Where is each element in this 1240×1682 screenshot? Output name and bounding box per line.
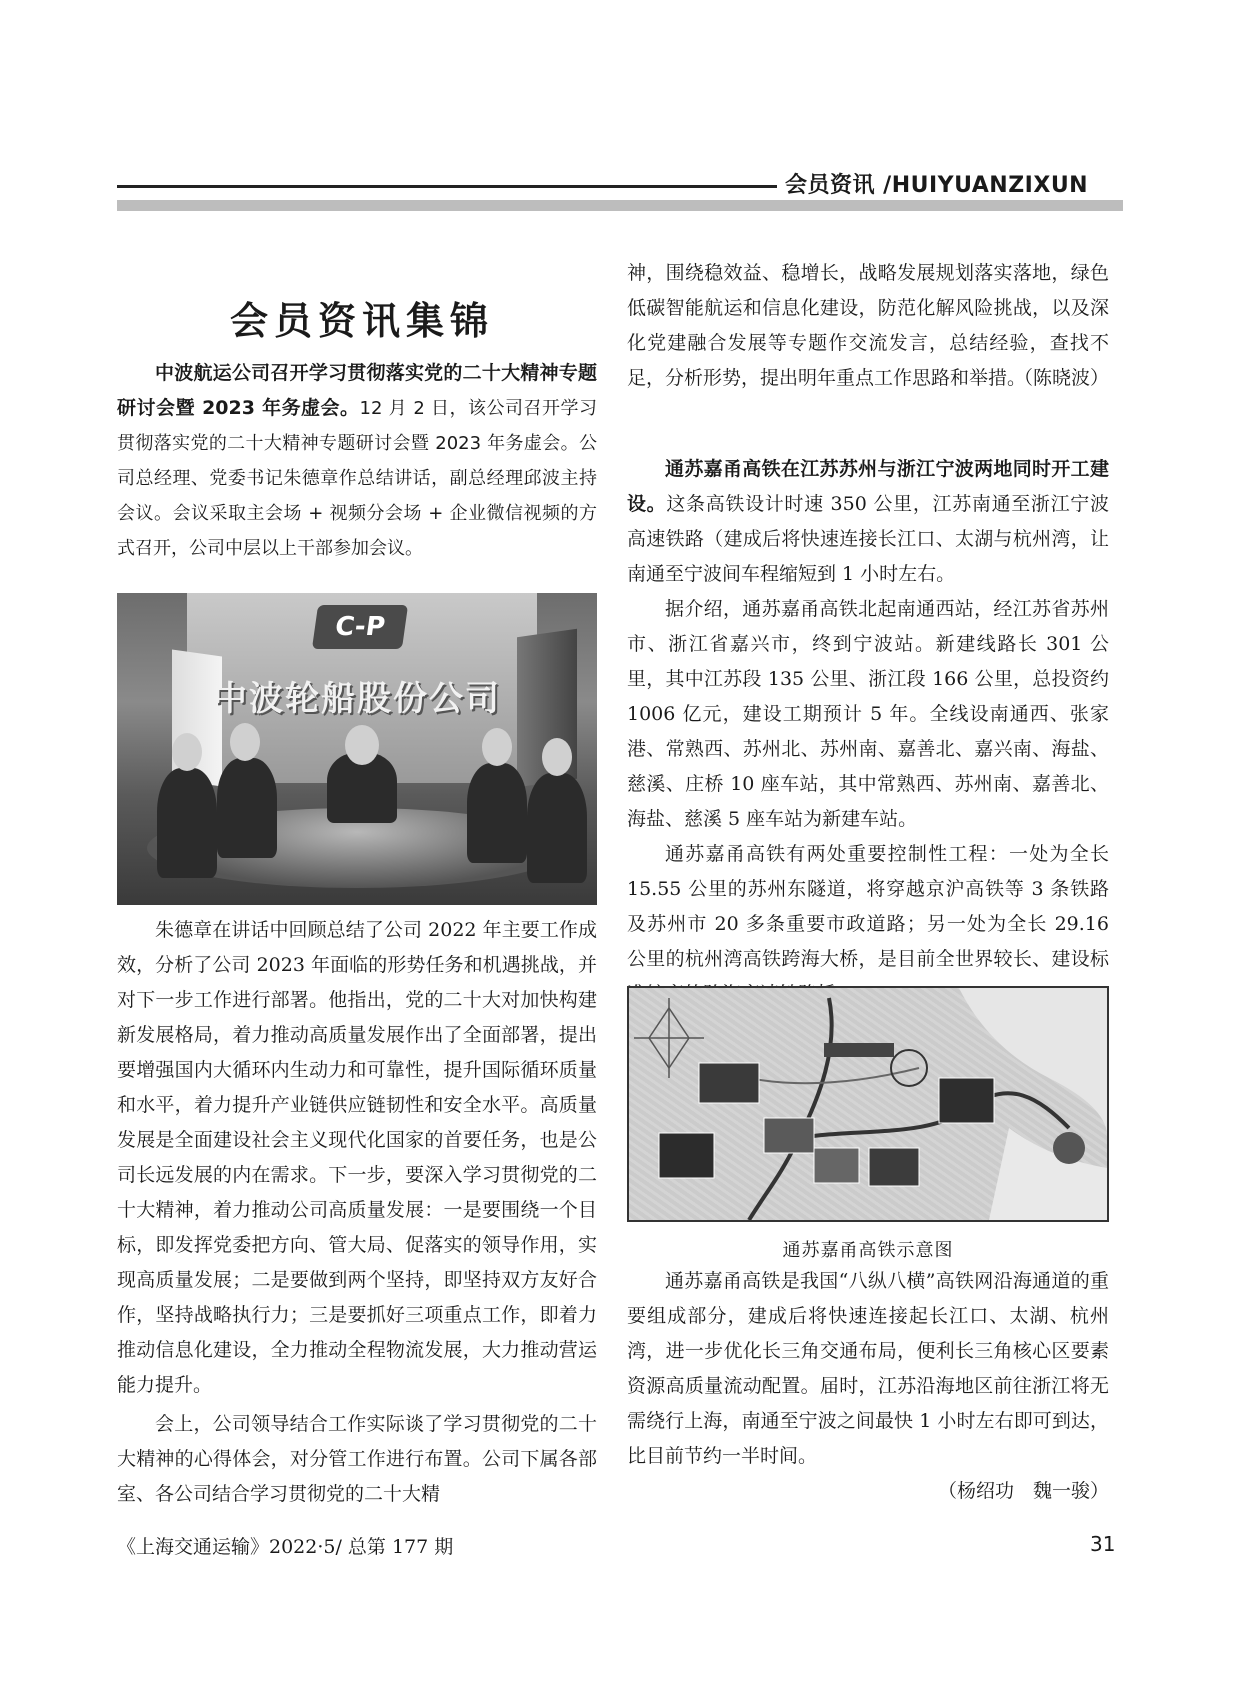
article2-lead: 这条高铁设计时速 350 公里，江苏南通至浙江宁波高速铁路（建成后将快速连接长江口、太湖与杭州湾，让南通至宁波间车程缩短到 1 小时左右。 — [627, 493, 1109, 585]
map-caption: 通苏嘉甬高铁示意图 — [782, 1240, 954, 1261]
article1-author: （陈晓波） — [1013, 367, 1109, 389]
railway-map — [627, 986, 1109, 1222]
header-rule — [117, 185, 777, 188]
article1-continuation — [627, 256, 1109, 396]
header-bar — [117, 200, 1123, 211]
article2-conclusion — [627, 1264, 1109, 1509]
company-sign: 中波轮船股份公司 — [213, 679, 501, 719]
article2-para2: 据介绍，通苏嘉甬高铁北起南通西站，经江苏省苏州市、浙江省嘉兴市，终到宁波站。新建线路长 301 公里，其中江苏段 135 公里、浙江段 166 公里，总投资约 1006 亿元，建设工期预计 5 年。全线设南通西、张家港、常熟西、苏州北、苏州南、嘉善北、嘉兴南、海盐、慈溪、庄桥 10 座车站，其中常熟西、苏州南、嘉善北、海盐、慈溪 5 座车站为新建车站。 — [627, 598, 1109, 830]
article2-headline: 通苏嘉甬高铁在江苏苏州与浙江宁波两地同时开工建设。 — [627, 458, 1109, 515]
article1-body — [117, 913, 597, 1512]
article1-para3-cont: 神，围绕稳效益、稳增长，战略发展规划落实落地，绿色低碳智能航运和信息化建设，防范化解风险挑战，以及深化党建融合发展等专题作交流发言，总结经验，查找不足，分析形势，提出明年重点工作思路和举措。 — [627, 262, 1109, 389]
article1-para3: 会上，公司领导结合工作实际谈了学习贯彻党的二十大精神的心得体会，对分管工作进行布置。公司下属各部室、各公司结合学习贯彻党的二十大精 — [117, 1413, 597, 1505]
article1-intro — [117, 356, 597, 566]
section-header: 会员资讯 /HUIYUANZIXUN — [785, 173, 1089, 198]
page-number: 31 — [1090, 1532, 1116, 1556]
article1-lead: 12 月 2 日，该公司召开学习贯彻落实党的二十大精神专题研讨会暨 2023 年务虚会。公司总经理、党委书记朱德章作总结讲话，副总经理邱波主持会议。会议采取主会场 + 视频分会场 + 企业微信视频的方式召开，公司中层以上干部参加会议。 — [117, 398, 597, 559]
article2-author: （杨绍功 魏一骏） — [937, 1480, 1109, 1502]
company-logo: C-P — [312, 605, 408, 649]
article2-text — [627, 452, 1109, 1012]
article2-para3: 通苏嘉甬高铁有两处重要控制性工程：一处为全长 15.55 公里的苏州东隧道，将穿越京沪高铁等 3 条铁路及苏州市 20 多条重要市政道路；另一处为全长 29.16 公里的杭州湾高铁跨海大桥，是目前全世界较长、建设标 — [627, 843, 1109, 970]
article1-headline: 中波航运公司召开学习贯彻落实党的二十大精神专题研讨会暨 2023 年务虚会。 — [117, 362, 597, 419]
article2-para4: 通苏嘉甬高铁是我国“八纵八横”高铁网沿海通道的重要组成部分，建成后将快速连接起长江口、太湖、杭州湾，进一步优化长三角交通布局，便利长三角核心区要素资源高质量流动配置。届时，江苏沿海地区前往浙江将无需绕行上海，南通至宁波之间最快 1 小时左右即可到达，比目前节约一半时间。 — [627, 1270, 1109, 1467]
page-title: 会员资讯集锦 — [229, 299, 494, 343]
meeting-photo — [117, 593, 597, 905]
journal-footer: 《上海交通运输》2022·5/ 总第 177 期 — [117, 1536, 454, 1558]
article1-para2: 朱德章在讲话中回顾总结了公司 2022 年主要工作成效，分析了公司 2023 年面临的形势任务和机遇挑战，并对下一步工作进行部署。他指出，党的二十大对加快构建新发展格局，着力推动高质量发展作出了全面部署，提出要增强国内大循环内生动力和可靠性，提升国际循环质量和水平，着力提升产业链供应链韧性和安全水平。高质量发展是全面建设社会主义现代化国家的首要任务，也是公司长远发展的内在需求。下一步，要深入学习贯彻党的二十大精神，着力推动公司高质量发展：一是要围绕一个目标，即发挥党委把方向、管大局、促落实的领导作用，实现高质量发展；二是要做到两个坚持，即坚持双方友好合作，坚持战略执行力；三是要抓好三项重点工作，即着力推动信息化建设，全力推动全程物流发展，大力推动营运能力提升。 — [117, 919, 597, 1396]
